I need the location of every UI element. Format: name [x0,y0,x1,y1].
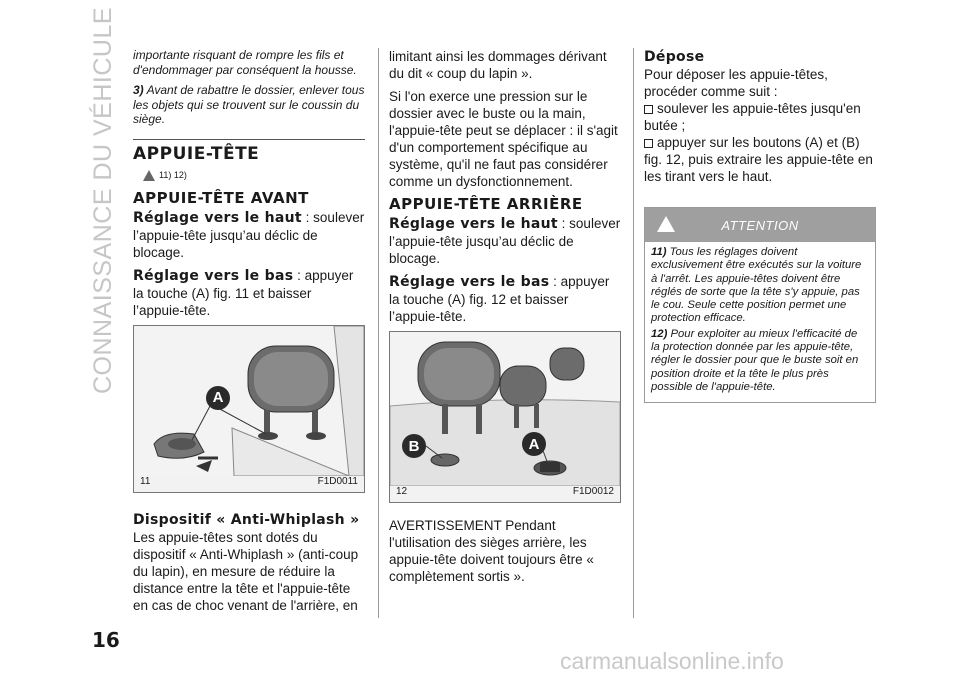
attention-header: ATTENTION [645,208,875,242]
adjust-down: Réglage vers le bas : appuyer la touche (A) fig. 11 et baisser l’appuie-tête. [133,267,354,318]
rear-headrests-illustration [390,332,620,486]
figure-12 [389,331,621,503]
figure-number: 12 [396,486,408,497]
callout-a: A [206,386,230,410]
callout-a: A [522,432,546,456]
callout-b: B [402,434,426,458]
column-divider [378,48,379,618]
column-divider [633,48,634,618]
removal-step-2: appuyer sur les boutons (A) et (B) fig. 12, puis extraire les appuie-tête en les tirant vers le haut. [644,135,873,184]
attention-notes [645,242,875,402]
front-headrest-illustration [134,326,364,476]
warning-icon [657,216,675,232]
section-heading: APPUIE-TÊTE [133,143,260,164]
pressure-text: Si l'on exerce une pression sur le dossier avec le buste ou la main, l'appuie-tête peut se déplacer : il s'agit d'un comportement spécifique au système, qu'il ne faut pas considérer comme un dysfonctionnement. [389,89,618,189]
note-11: 11) Tous les réglages doivent exclusivement être exécutés sur la voiture à l'arrêt. Les appuie-têtes doivent être réglés de sorte que la tête s'y appuie, pas le cou. Seule cette position permet une protection efficace. [651,246,862,325]
whiplash-title: Dispositif « Anti-Whiplash » [133,511,360,528]
subheading-front: APPUIE-TÊTE AVANT [133,188,309,207]
section-side-title: CONNAISSANCE DU VÉHICULE [89,6,118,394]
subheading-rear: APPUIE-TÊTE ARRIÈRE [389,195,583,213]
checkbox-icon [644,139,653,148]
removal-heading: Dépose [644,49,705,65]
figure-number: 11 [140,475,151,487]
watermark: carmanualsonline.info [560,648,784,674]
checkbox-icon [644,105,653,114]
rear-adjust-down: Réglage vers le bas : appuyer la touche (A) fig. 12 et baisser l’appuie-tête. [389,274,610,324]
figure-11 [133,325,365,493]
removal-intro: Pour déposer les appuie-têtes, procéder comme suit : [644,67,828,99]
column-1 [133,48,365,620]
figure-code: F1D0011 [317,475,358,487]
rear-warning-text: AVERTISSEMENT Pendant l'utilisation des sièges arrière, les appuie-tête doivent toujours être « complètement sortis ». [389,518,594,584]
rear-adjust-up: Réglage vers le haut : soulever l’appuie-tête jusqu’au déclic de blocage. [389,216,621,266]
step-3: 3) Avant de rabattre le dossier, enlever tous les objets qui se trouvent sur le coussin du siège. [133,83,365,126]
whiplash-text: Les appuie-têtes sont dotés du dispositif « Anti-Whiplash » (anti-coup du lapin), en mesure de réduire la distance entre la tête et l'appuie-tête en cas de choc venant de l'arrière, en [133,529,359,613]
continued-text: limitant ainsi les dommages dérivant du dit « coup du lapin ». [389,49,607,81]
warning-icon [143,170,155,181]
column-3 [644,48,876,403]
attention-box [644,207,876,403]
column-2 [389,48,621,591]
page-number: 16 [92,628,120,652]
note-references: 11) 12) [143,167,365,184]
note-12: 12) Pour exploiter au mieux l'efficacité de la protection donnée par les appuie-tête, régler le dossier pour que le buste soit en position droite et la tête le plus près possible de l'appuie-tête. [651,327,859,393]
intro-italic: importante risquant de rompre les fils et d'endommager par conséquent la housse. [133,48,357,77]
figure-code: F1D0012 [572,486,614,497]
adjust-up: Réglage vers le haut : soulever l’appuie-tête jusqu’au déclic de blocage. [133,209,365,260]
heading-rule [133,139,365,140]
removal-step-1: soulever les appuie-têtes jusqu'en butée ; [644,101,861,133]
